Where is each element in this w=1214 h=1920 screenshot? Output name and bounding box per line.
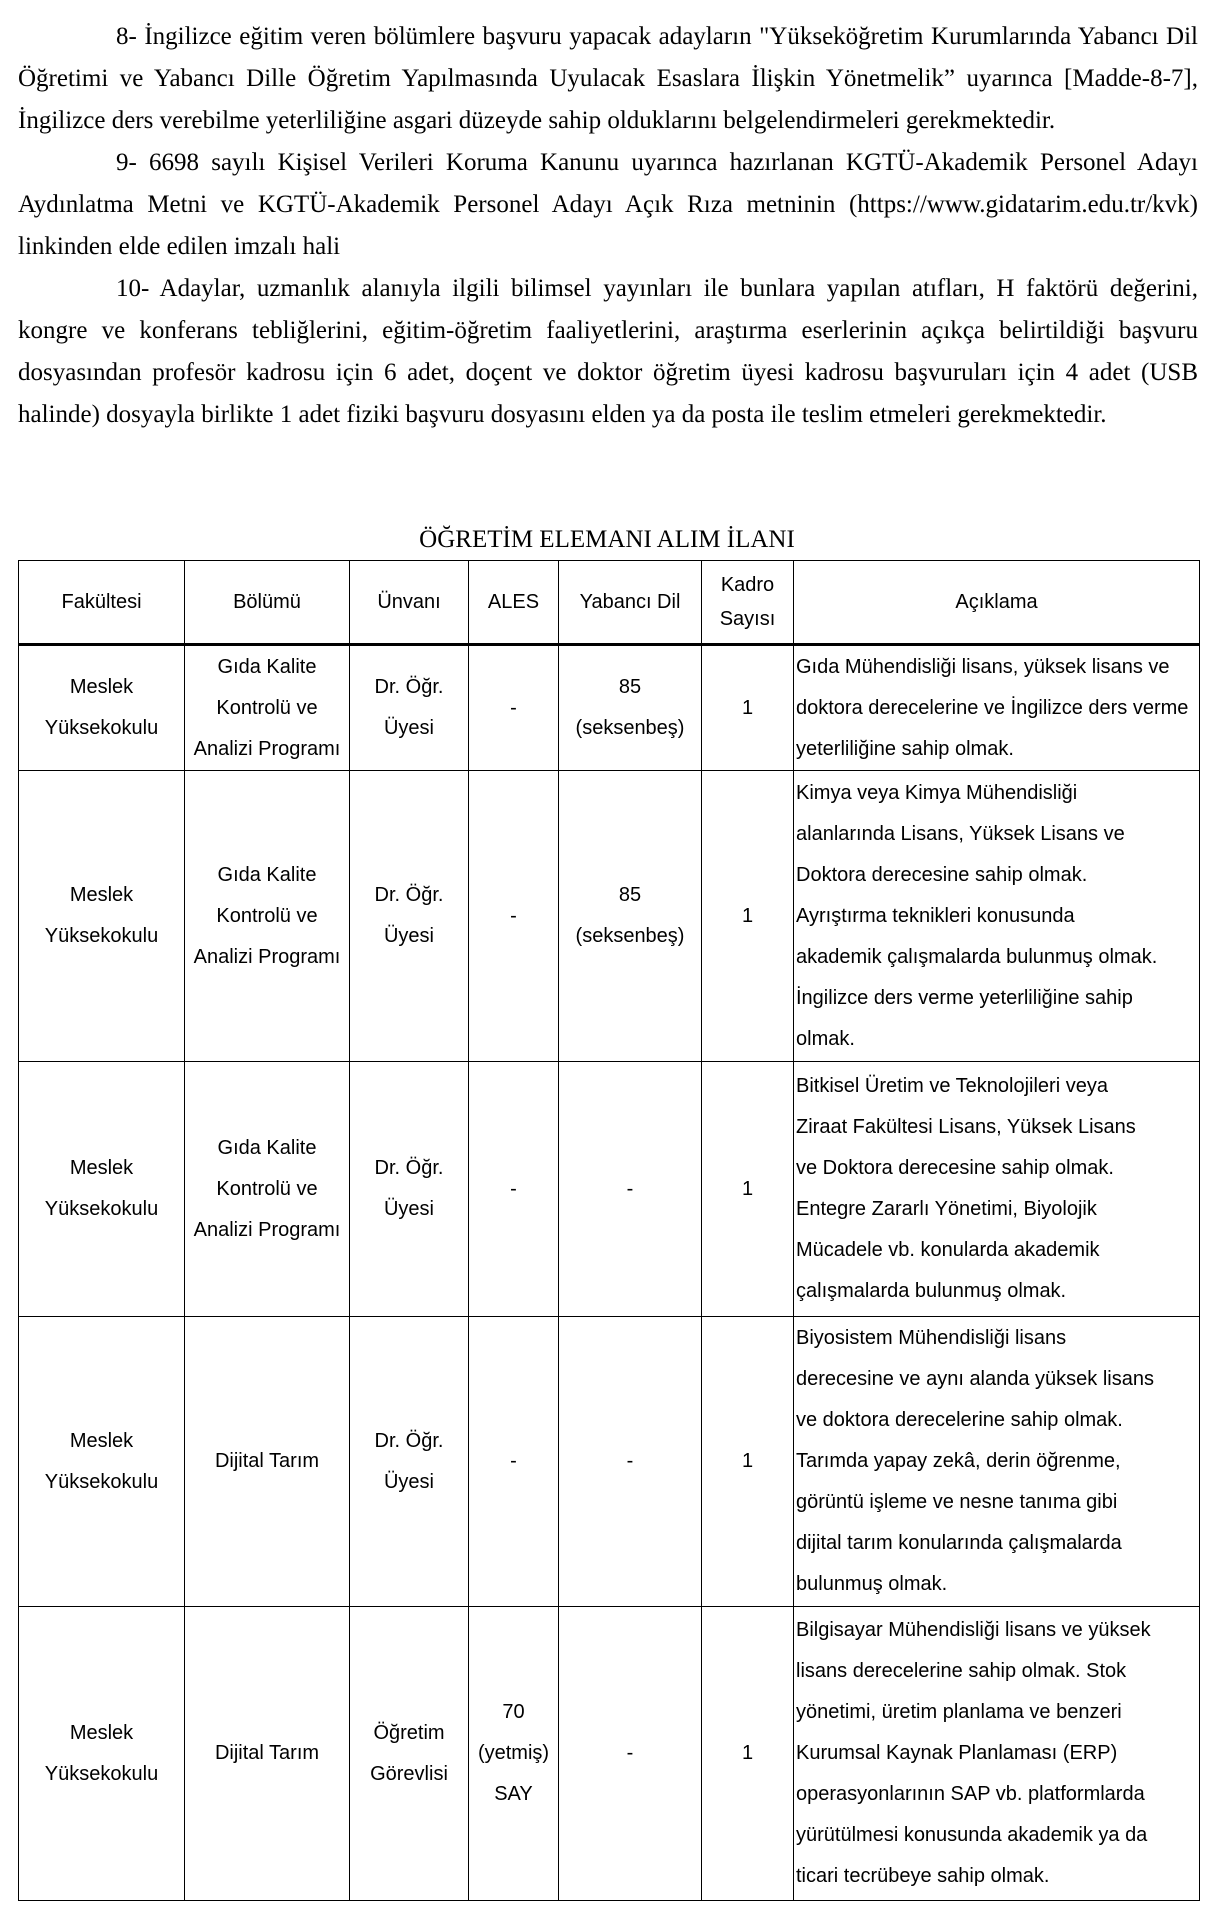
cell-unvani: Dr. Öğr. Üyesi (350, 771, 469, 1062)
paragraph-10: 10- Adaylar, uzmanlık alanıyla ilgili bilimsel yayınları ile bunlara yapılan atıfları, H faktörü değerini, kongre ve konferans tebliğlerini, eğitim-öğretim faaliyetlerini, araştırma eserlerinin açıkça belirtildiği başvuru dosyasından profesör kadrosu için 6 adet, doçent ve doktor öğretim üyesi kadrosu başvuruları için 4 adet (USB halinde) dosyayla birlikte 1 adet fiziki başvuru dosyasını elden ya da posta ile teslim etmeleri gerekmektedir. (18, 275, 1198, 428)
cell-yabanci-dil: - (559, 1607, 702, 1901)
header-row (19, 561, 1200, 645)
header-kadro-sayisi: Kadro Sayısı (702, 561, 794, 645)
cell-aciklama: Gıda Mühendisliği lisans, yüksek lisans ve doktora derecelerine ve İngilizce ders verme yeterliliğine sahip olmak. (794, 645, 1200, 771)
cell-ales: - (469, 771, 559, 1062)
cell-bolumu: Gıda Kalite Kontrolü ve Analizi Programı (185, 1062, 350, 1317)
cell-fakultesi: Meslek Yüksekokulu (19, 1607, 185, 1901)
cell-aciklama: Biyosistem Mühendisliği lisans derecesine ve aynı alanda yüksek lisans ve doktora derecelerine sahip olmak. Tarımda yapay zekâ, derin öğrenme, görüntü işleme ve nesne tanıma gibi dijital tarım konularında çalışmalarda bulunmuş olmak. (794, 1317, 1200, 1607)
cell-unvani: Dr. Öğr. Üyesi (350, 1062, 469, 1317)
cell-yabanci-dil: - (559, 1317, 702, 1607)
header-bolumu: Bölümü (185, 561, 350, 645)
cell-fakultesi: Meslek Yüksekokulu (19, 771, 185, 1062)
table-row (19, 1317, 1200, 1607)
header-fakultesi: Fakültesi (19, 561, 185, 645)
cell-kadro-sayisi: 1 (702, 771, 794, 1062)
cell-kadro-sayisi: 1 (702, 645, 794, 771)
positions-table (18, 560, 1200, 1901)
cell-ales: 70 (yetmiş) SAY (469, 1607, 559, 1901)
paragraph-8: 8- İngilizce eğitim veren bölümlere başvuru yapacak adayların "Yükseköğretim Kurumlarında Yabancı Dil Öğretimi ve Yabancı Dille Öğretim Yapılmasında Uyulacak Esaslara İlişkin Yönetmelik” uyarınca [Madde-8-7], İngilizce ders verebilme yeterliliğine asgari düzeyde sahip olduklarını belgelendirmeleri gerekmektedir. (18, 23, 1198, 134)
cell-bolumu: Dijital Tarım (185, 1607, 350, 1901)
cell-ales: - (469, 645, 559, 771)
cell-yabanci-dil: 85 (seksenbeş) (559, 645, 702, 771)
cell-unvani: Dr. Öğr. Üyesi (350, 1317, 469, 1607)
cell-unvani: Dr. Öğr. Üyesi (350, 645, 469, 771)
cell-aciklama: Bitkisel Üretim ve Teknolojileri veya Ziraat Fakültesi Lisans, Yüksek Lisans ve Doktora derecesine sahip olmak. Entegre Zararlı Yönetimi, Biyolojik Mücadele vb. konularda akademik çalışmalarda bulunmuş olmak. (794, 1062, 1200, 1317)
cell-aciklama: Bilgisayar Mühendisliği lisans ve yüksek lisans derecelerine sahip olmak. Stok yönetimi, üretim planlama ve benzeri Kurumsal Kaynak Planlaması (ERP) operasyonlarının SAP vb. platformlarda yürütülmesi konusunda akademik ya da ticari tecrübeye sahip olmak. (794, 1607, 1200, 1901)
header-aciklama: Açıklama (794, 561, 1200, 645)
cell-kadro-sayisi: 1 (702, 1317, 794, 1607)
table-row (19, 1607, 1200, 1901)
header-ales: ALES (469, 561, 559, 645)
table-row (19, 1062, 1200, 1317)
table-title: ÖĞRETİM ELEMANI ALIM İLANI (419, 526, 795, 553)
cell-kadro-sayisi: 1 (702, 1062, 794, 1317)
cell-kadro-sayisi: 1 (702, 1607, 794, 1901)
cell-fakultesi: Meslek Yüksekokulu (19, 1317, 185, 1607)
cell-bolumu: Gıda Kalite Kontrolü ve Analizi Programı (185, 771, 350, 1062)
requirements-text (18, 16, 1198, 436)
cell-fakultesi: Meslek Yüksekokulu (19, 1062, 185, 1317)
cell-yabanci-dil: 85 (seksenbeş) (559, 771, 702, 1062)
header-yabanci-dil: Yabancı Dil (559, 561, 702, 645)
header-unvani: Ünvanı (350, 561, 469, 645)
paragraph-9: 9- 6698 sayılı Kişisel Verileri Koruma Kanunu uyarınca hazırlanan KGTÜ-Akademik Personel Adayı Aydınlatma Metni ve KGTÜ-Akademik Personel Adayı Açık Rıza metninin (https://www.gidatarim.edu.tr/kvk) linkinden elde edilen imzalı hali (18, 149, 1198, 260)
cell-bolumu: Gıda Kalite Kontrolü ve Analizi Programı (185, 645, 350, 771)
cell-ales: - (469, 1062, 559, 1317)
cell-yabanci-dil: - (559, 1062, 702, 1317)
table-row (19, 645, 1200, 771)
table-row (19, 771, 1200, 1062)
cell-bolumu: Dijital Tarım (185, 1317, 350, 1607)
cell-aciklama: Kimya veya Kimya Mühendisliği alanlarında Lisans, Yüksek Lisans ve Doktora derecesine sahip olmak. Ayrıştırma teknikleri konusunda akademik çalışmalarda bulunmuş olmak. İngilizce ders verme yeterliliğine sahip olmak. (794, 771, 1200, 1062)
cell-fakultesi: Meslek Yüksekokulu (19, 645, 185, 771)
cell-unvani: Öğretim Görevlisi (350, 1607, 469, 1901)
cell-ales: - (469, 1317, 559, 1607)
